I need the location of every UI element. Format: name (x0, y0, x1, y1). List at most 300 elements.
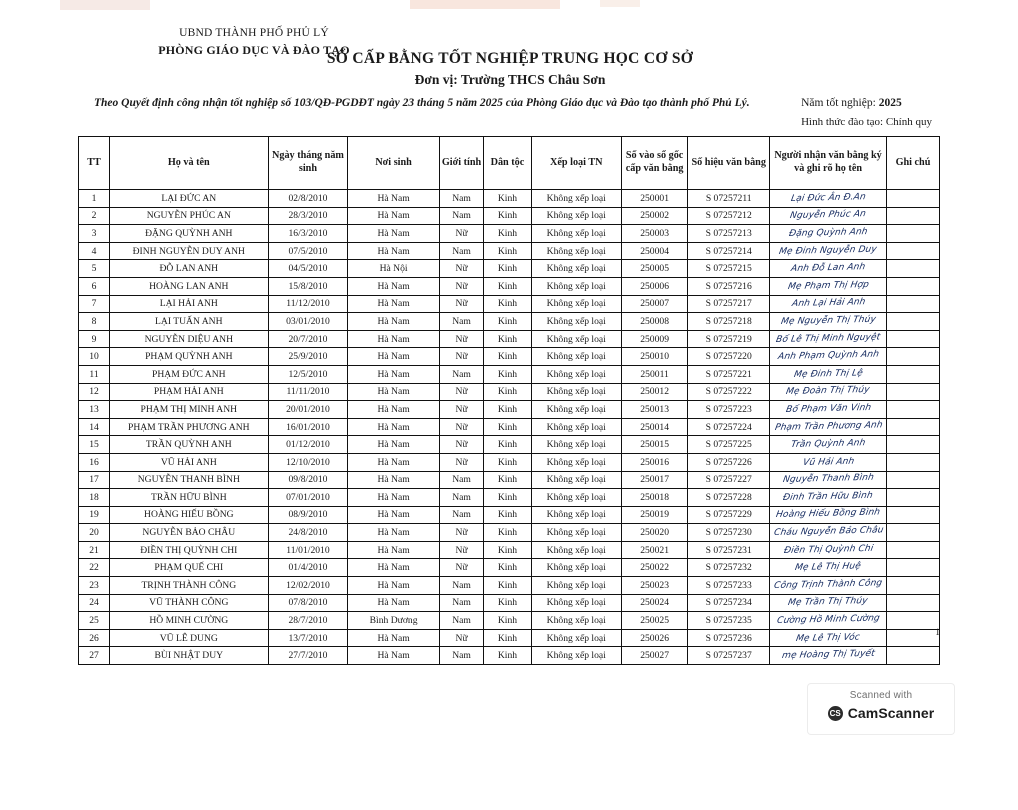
cell-code: S 07257218 (688, 313, 770, 331)
handwritten-signature: Nguyễn Phúc An (789, 209, 867, 222)
camscanner-watermark (808, 684, 954, 734)
cell-tt: 26 (79, 629, 110, 647)
cell-tt: 13 (79, 401, 110, 419)
cell-note (886, 647, 939, 665)
handwritten-signature: Bố Phạm Văn Vinh (784, 402, 872, 415)
graduation-year-row (801, 94, 932, 113)
cell-tt: 12 (79, 383, 110, 401)
cell-tt: 19 (79, 506, 110, 524)
col-register-number: Số vào sổ gốc cấp văn bằng (621, 137, 687, 190)
handwritten-signature: Đinh Trần Hữu Bình (782, 490, 874, 503)
cell-sex: Nam (439, 647, 484, 665)
table-row (79, 207, 940, 225)
cell-signature (770, 629, 887, 647)
table-row (79, 506, 940, 524)
cell-dob: 27/7/2010 (268, 647, 348, 665)
cell-sex: Nữ (439, 559, 484, 577)
col-note: Ghi chú (886, 137, 939, 190)
cell-name: LẠI ĐỨC AN (110, 190, 269, 208)
cell-dob: 12/5/2010 (268, 365, 348, 383)
school-line (300, 72, 720, 88)
cell-note (886, 277, 939, 295)
training-mode-value: Chính quy (885, 115, 932, 128)
diploma-register-table (78, 136, 940, 665)
cell-code: S 07257227 (688, 471, 770, 489)
cell-eth: Kinh (484, 524, 531, 542)
document-title-block (300, 50, 720, 88)
cell-signature (770, 453, 887, 471)
cell-tt: 21 (79, 541, 110, 559)
cell-tt: 2 (79, 207, 110, 225)
cell-rank: Không xếp loại (531, 541, 621, 559)
cell-num: 250009 (621, 330, 687, 348)
cell-note (886, 577, 939, 595)
cell-note (886, 541, 939, 559)
cell-signature (770, 348, 887, 366)
cell-signature (770, 260, 887, 278)
cell-sex: Nam (439, 190, 484, 208)
cell-sex: Nam (439, 242, 484, 260)
cell-code: S 07257220 (688, 348, 770, 366)
cell-num: 250006 (621, 277, 687, 295)
cell-num: 250024 (621, 594, 687, 612)
cell-dob: 20/01/2010 (268, 401, 348, 419)
table-row (79, 471, 940, 489)
cell-pob: Hà Nam (348, 242, 439, 260)
handwritten-signature: Mẹ Trần Thị Thúy (787, 596, 869, 609)
cell-tt: 27 (79, 647, 110, 665)
cell-rank: Không xếp loại (531, 313, 621, 331)
cell-signature (770, 190, 887, 208)
handwritten-signature: Cháu Nguyễn Bảo Châu (772, 525, 884, 539)
cell-sex: Nam (439, 577, 484, 595)
cell-eth: Kinh (484, 418, 531, 436)
cell-tt: 6 (79, 277, 110, 295)
decision-reference: Theo Quyết định công nhận tốt nghiệp số 103/QĐ-PGDĐT ngày 23 tháng 5 năm 2025 của Phòng Giáo dục và Đào tạo thành phố Phủ Lý. (94, 97, 750, 109)
table-row (79, 277, 940, 295)
handwritten-signature: Mẹ Nguyễn Thị Thúy (780, 314, 877, 327)
cell-pob: Hà Nam (348, 577, 439, 595)
cell-tt: 1 (79, 190, 110, 208)
cell-sex: Nữ (439, 260, 484, 278)
table-row (79, 418, 940, 436)
cell-eth: Kinh (484, 647, 531, 665)
cell-tt: 15 (79, 436, 110, 454)
cell-pob: Hà Nam (348, 225, 439, 243)
cell-dob: 01/4/2010 (268, 559, 348, 577)
school-name: Trường THCS Châu Sơn (460, 72, 606, 87)
cell-tt: 3 (79, 225, 110, 243)
cell-rank: Không xếp loại (531, 577, 621, 595)
handwritten-signature: Cường Hồ Minh Cường (776, 613, 881, 627)
cell-rank: Không xếp loại (531, 348, 621, 366)
cell-note (886, 242, 939, 260)
handwritten-signature: Điền Thị Quỳnh Chi (782, 543, 874, 556)
cell-tt: 25 (79, 612, 110, 630)
cell-name: TRẦN QUỲNH ANH (110, 436, 269, 454)
cell-eth: Kinh (484, 401, 531, 419)
table-row (79, 559, 940, 577)
cell-code: S 07257222 (688, 383, 770, 401)
cell-sex: Nữ (439, 277, 484, 295)
cell-pob: Hà Nam (348, 190, 439, 208)
cell-name: HOÀNG LAN ANH (110, 277, 269, 295)
cell-num: 250011 (621, 365, 687, 383)
table-row (79, 629, 940, 647)
cell-code: S 07257237 (688, 647, 770, 665)
cell-eth: Kinh (484, 471, 531, 489)
cell-pob: Hà Nam (348, 541, 439, 559)
cell-note (886, 436, 939, 454)
cell-dob: 16/3/2010 (268, 225, 348, 243)
cell-eth: Kinh (484, 577, 531, 595)
cell-tt: 18 (79, 489, 110, 507)
table-row (79, 489, 940, 507)
cell-name: LẠI HẢI ANH (110, 295, 269, 313)
cell-code: S 07257215 (688, 260, 770, 278)
cell-note (886, 260, 939, 278)
cell-signature (770, 577, 887, 595)
cell-num: 250004 (621, 242, 687, 260)
cell-num: 250015 (621, 436, 687, 454)
cell-pob: Hà Nam (348, 489, 439, 507)
cell-pob: Hà Nam (348, 629, 439, 647)
col-receiver-signature: Người nhận văn bằng ký và ghi rõ họ tên (770, 137, 887, 190)
cell-num: 250002 (621, 207, 687, 225)
authority-line-2: PHÒNG GIÁO DỤC VÀ ĐÀO TẠO (158, 42, 350, 57)
cell-rank: Không xếp loại (531, 559, 621, 577)
camscanner-brand (816, 705, 946, 721)
camscanner-brand-name: CamScanner (847, 705, 935, 721)
cell-dob: 20/7/2010 (268, 330, 348, 348)
cell-pob: Hà Nam (348, 313, 439, 331)
cell-note (886, 365, 939, 383)
cell-name: HOÀNG HIẾU BỒNG (110, 506, 269, 524)
cell-name: ĐẶNG QUỲNH ANH (110, 225, 269, 243)
cell-pob: Hà Nam (348, 594, 439, 612)
cell-code: S 07257236 (688, 629, 770, 647)
cell-tt: 14 (79, 418, 110, 436)
cell-tt: 16 (79, 453, 110, 471)
cell-eth: Kinh (484, 489, 531, 507)
cell-rank: Không xếp loại (531, 401, 621, 419)
col-name: Họ và tên (110, 137, 269, 190)
handwritten-signature: Anh Phạm Quỳnh Anh (776, 349, 880, 363)
cell-signature (770, 418, 887, 436)
cell-name: HỒ MINH CƯỜNG (110, 612, 269, 630)
cell-note (886, 629, 939, 647)
table-row (79, 225, 940, 243)
table-row (79, 647, 940, 665)
cell-pob: Hà Nam (348, 471, 439, 489)
cell-code: S 07257231 (688, 541, 770, 559)
cell-note (886, 612, 939, 630)
school-label: Đơn vị: (414, 72, 458, 87)
cell-eth: Kinh (484, 277, 531, 295)
table-row (79, 453, 940, 471)
cell-signature (770, 295, 887, 313)
handwritten-signature: Trần Quỳnh Anh (790, 438, 867, 451)
cell-code: S 07257234 (688, 594, 770, 612)
cell-num: 250027 (621, 647, 687, 665)
cell-sex: Nam (439, 471, 484, 489)
cell-rank: Không xếp loại (531, 594, 621, 612)
cell-note (886, 453, 939, 471)
cell-code: S 07257235 (688, 612, 770, 630)
col-tt: TT (79, 137, 110, 190)
handwritten-signature: Công Trịnh Thành Công (773, 578, 884, 591)
col-diploma-code: Số hiệu văn bằng (688, 137, 770, 190)
cell-signature (770, 242, 887, 260)
graduation-year-label: Năm tốt nghiệp: (801, 97, 876, 109)
cell-sex: Nữ (439, 295, 484, 313)
cell-name: PHẠM ĐỨC ANH (110, 365, 269, 383)
cell-note (886, 330, 939, 348)
cell-note (886, 383, 939, 401)
cell-dob: 25/9/2010 (268, 348, 348, 366)
cell-name: ĐINH NGUYỄN DUY ANH (110, 242, 269, 260)
cell-dob: 24/8/2010 (268, 524, 348, 542)
table-row (79, 401, 940, 419)
cell-code: S 07257217 (688, 295, 770, 313)
cell-rank: Không xếp loại (531, 524, 621, 542)
scanned-with-label: Scanned with (849, 690, 913, 701)
handwritten-signature: Đặng Quỳnh Anh (788, 227, 869, 239)
handwritten-signature: Anh Đỗ Lan Anh (790, 262, 867, 275)
cell-dob: 13/7/2010 (268, 629, 348, 647)
table-row (79, 365, 940, 383)
cell-tt: 11 (79, 365, 110, 383)
col-ethnicity: Dân tộc (484, 137, 531, 190)
cell-rank: Không xếp loại (531, 295, 621, 313)
col-pob: Nơi sinh (348, 137, 439, 190)
cell-note (886, 559, 939, 577)
cell-signature (770, 559, 887, 577)
handwritten-signature: Nguyễn Thanh Bình (782, 473, 875, 486)
cell-pob: Hà Nam (348, 401, 439, 419)
cell-num: 250003 (621, 225, 687, 243)
cell-dob: 02/8/2010 (268, 190, 348, 208)
cell-name: VŨ HẢI ANH (110, 453, 269, 471)
table-row (79, 524, 940, 542)
cell-pob: Hà Nam (348, 295, 439, 313)
cell-name: ĐỖ LAN ANH (110, 260, 269, 278)
cell-name: NGUYỄN THANH BÌNH (110, 471, 269, 489)
page-title: SỔ CẤP BẰNG TỐT NGHIỆP TRUNG HỌC CƠ SỞ (326, 50, 694, 67)
table-row (79, 330, 940, 348)
cell-note (886, 489, 939, 507)
cell-rank: Không xếp loại (531, 471, 621, 489)
cell-rank: Không xếp loại (531, 242, 621, 260)
cell-dob: 03/01/2010 (268, 313, 348, 331)
cell-sex: Nam (439, 207, 484, 225)
cell-sex: Nam (439, 506, 484, 524)
cell-rank: Không xếp loại (531, 453, 621, 471)
cell-eth: Kinh (484, 242, 531, 260)
handwritten-signature: Hoàng Hiếu Bồng Bình (775, 507, 882, 521)
cell-name: LẠI TUẤN ANH (110, 313, 269, 331)
cell-rank: Không xếp loại (531, 330, 621, 348)
cell-code: S 07257226 (688, 453, 770, 471)
cell-tt: 7 (79, 295, 110, 313)
cell-code: S 07257224 (688, 418, 770, 436)
cell-tt: 10 (79, 348, 110, 366)
cell-num: 250023 (621, 577, 687, 595)
cell-signature (770, 524, 887, 542)
cell-rank: Không xếp loại (531, 190, 621, 208)
cell-sex: Nam (439, 313, 484, 331)
cell-eth: Kinh (484, 313, 531, 331)
cell-sex: Nam (439, 594, 484, 612)
table-row (79, 594, 940, 612)
cell-sex: Nam (439, 489, 484, 507)
handwritten-signature: Mẹ Đinh Nguyễn Duy (778, 244, 878, 257)
cell-rank: Không xếp loại (531, 418, 621, 436)
cell-dob: 08/9/2010 (268, 506, 348, 524)
cell-code: S 07257229 (688, 506, 770, 524)
cell-code: S 07257223 (688, 401, 770, 419)
cell-sex: Nữ (439, 418, 484, 436)
cell-sex: Nữ (439, 401, 484, 419)
cell-eth: Kinh (484, 330, 531, 348)
handwritten-signature: Anh Lại Hải Anh (790, 297, 866, 310)
table-body (79, 190, 940, 665)
cell-dob: 07/01/2010 (268, 489, 348, 507)
cell-rank: Không xếp loại (531, 489, 621, 507)
cell-note (886, 313, 939, 331)
cell-eth: Kinh (484, 541, 531, 559)
cell-pob: Hà Nam (348, 418, 439, 436)
cell-num: 250013 (621, 401, 687, 419)
cell-dob: 28/3/2010 (268, 207, 348, 225)
cell-tt: 4 (79, 242, 110, 260)
cell-eth: Kinh (484, 348, 531, 366)
cell-dob: 01/12/2010 (268, 436, 348, 454)
cell-eth: Kinh (484, 436, 531, 454)
cell-name: NGUYỄN DIỆU ANH (110, 330, 269, 348)
cell-note (886, 190, 939, 208)
cell-name: ĐIỀN THỊ QUỲNH CHI (110, 541, 269, 559)
cell-pob: Hà Nam (348, 559, 439, 577)
cell-dob: 28/7/2010 (268, 612, 348, 630)
cell-code: S 07257211 (688, 190, 770, 208)
cell-name: PHẠM QUẾ CHI (110, 559, 269, 577)
cell-sex: Nữ (439, 225, 484, 243)
table-row (79, 313, 940, 331)
cell-code: S 07257233 (688, 577, 770, 595)
cell-pob: Hà Nội (348, 260, 439, 278)
cell-eth: Kinh (484, 260, 531, 278)
cell-num: 250008 (621, 313, 687, 331)
cell-num: 250022 (621, 559, 687, 577)
cell-note (886, 401, 939, 419)
cell-name: BÙI NHẬT DUY (110, 647, 269, 665)
cell-rank: Không xếp loại (531, 629, 621, 647)
cell-name: NGUYỄN BẢO CHÂU (110, 524, 269, 542)
cell-sex: Nữ (439, 524, 484, 542)
cell-sex: Nữ (439, 330, 484, 348)
table-row (79, 190, 940, 208)
table-header (79, 137, 940, 190)
cell-signature (770, 365, 887, 383)
cell-dob: 04/5/2010 (268, 260, 348, 278)
cell-signature (770, 383, 887, 401)
handwritten-signature: Mẹ Đinh Thị Lệ (792, 368, 864, 380)
cell-num: 250019 (621, 506, 687, 524)
cell-dob: 11/11/2010 (268, 383, 348, 401)
cell-rank: Không xếp loại (531, 506, 621, 524)
cell-eth: Kinh (484, 225, 531, 243)
cell-signature (770, 207, 887, 225)
cell-tt: 5 (79, 260, 110, 278)
cell-eth: Kinh (484, 629, 531, 647)
training-mode-label: Hình thức đào tạo: (801, 115, 884, 128)
cell-tt: 8 (79, 313, 110, 331)
cell-note (886, 348, 939, 366)
cell-eth: Kinh (484, 559, 531, 577)
cell-pob: Hà Nam (348, 330, 439, 348)
cell-num: 250025 (621, 612, 687, 630)
cell-note (886, 207, 939, 225)
cell-sex: Nam (439, 612, 484, 630)
cell-rank: Không xếp loại (531, 365, 621, 383)
cell-pob: Hà Nam (348, 383, 439, 401)
cell-dob: 07/8/2010 (268, 594, 348, 612)
cell-pob: Hà Nam (348, 436, 439, 454)
table-row (79, 541, 940, 559)
handwritten-signature: Mẹ Lê Thị Huệ (794, 561, 862, 574)
training-mode-row (801, 113, 932, 131)
cell-sex: Nữ (439, 541, 484, 559)
cell-rank: Không xếp loại (531, 277, 621, 295)
cell-name: TRẦN HỮU BÌNH (110, 489, 269, 507)
cell-code: S 07257216 (688, 277, 770, 295)
handwritten-signature: Mẹ Lê Thị Vóc (795, 632, 861, 644)
cell-signature (770, 541, 887, 559)
cell-signature (770, 647, 887, 665)
cell-note (886, 506, 939, 524)
cell-signature (770, 225, 887, 243)
cell-num: 250014 (621, 418, 687, 436)
cell-note (886, 524, 939, 542)
cell-eth: Kinh (484, 190, 531, 208)
cell-eth: Kinh (484, 506, 531, 524)
cell-sex: Nam (439, 365, 484, 383)
cell-dob: 07/5/2010 (268, 242, 348, 260)
cell-dob: 09/8/2010 (268, 471, 348, 489)
cell-name: NGUYỄN PHÚC AN (110, 207, 269, 225)
cell-signature (770, 277, 887, 295)
cell-eth: Kinh (484, 383, 531, 401)
cell-rank: Không xếp loại (531, 436, 621, 454)
cell-num: 250012 (621, 383, 687, 401)
cell-rank: Không xếp loại (531, 612, 621, 630)
cell-pob: Hà Nam (348, 524, 439, 542)
table-row (79, 260, 940, 278)
cell-sex: Nữ (439, 453, 484, 471)
cell-code: S 07257228 (688, 489, 770, 507)
cell-dob: 15/8/2010 (268, 277, 348, 295)
cell-sex: Nữ (439, 348, 484, 366)
cell-note (886, 471, 939, 489)
cell-signature (770, 330, 887, 348)
document-meta (801, 94, 932, 131)
cell-num: 250001 (621, 190, 687, 208)
cell-signature (770, 471, 887, 489)
cell-num: 250016 (621, 453, 687, 471)
cell-signature (770, 313, 887, 331)
authority-line-1: UBND THÀNH PHỐ PHỦ LÝ (179, 27, 329, 39)
